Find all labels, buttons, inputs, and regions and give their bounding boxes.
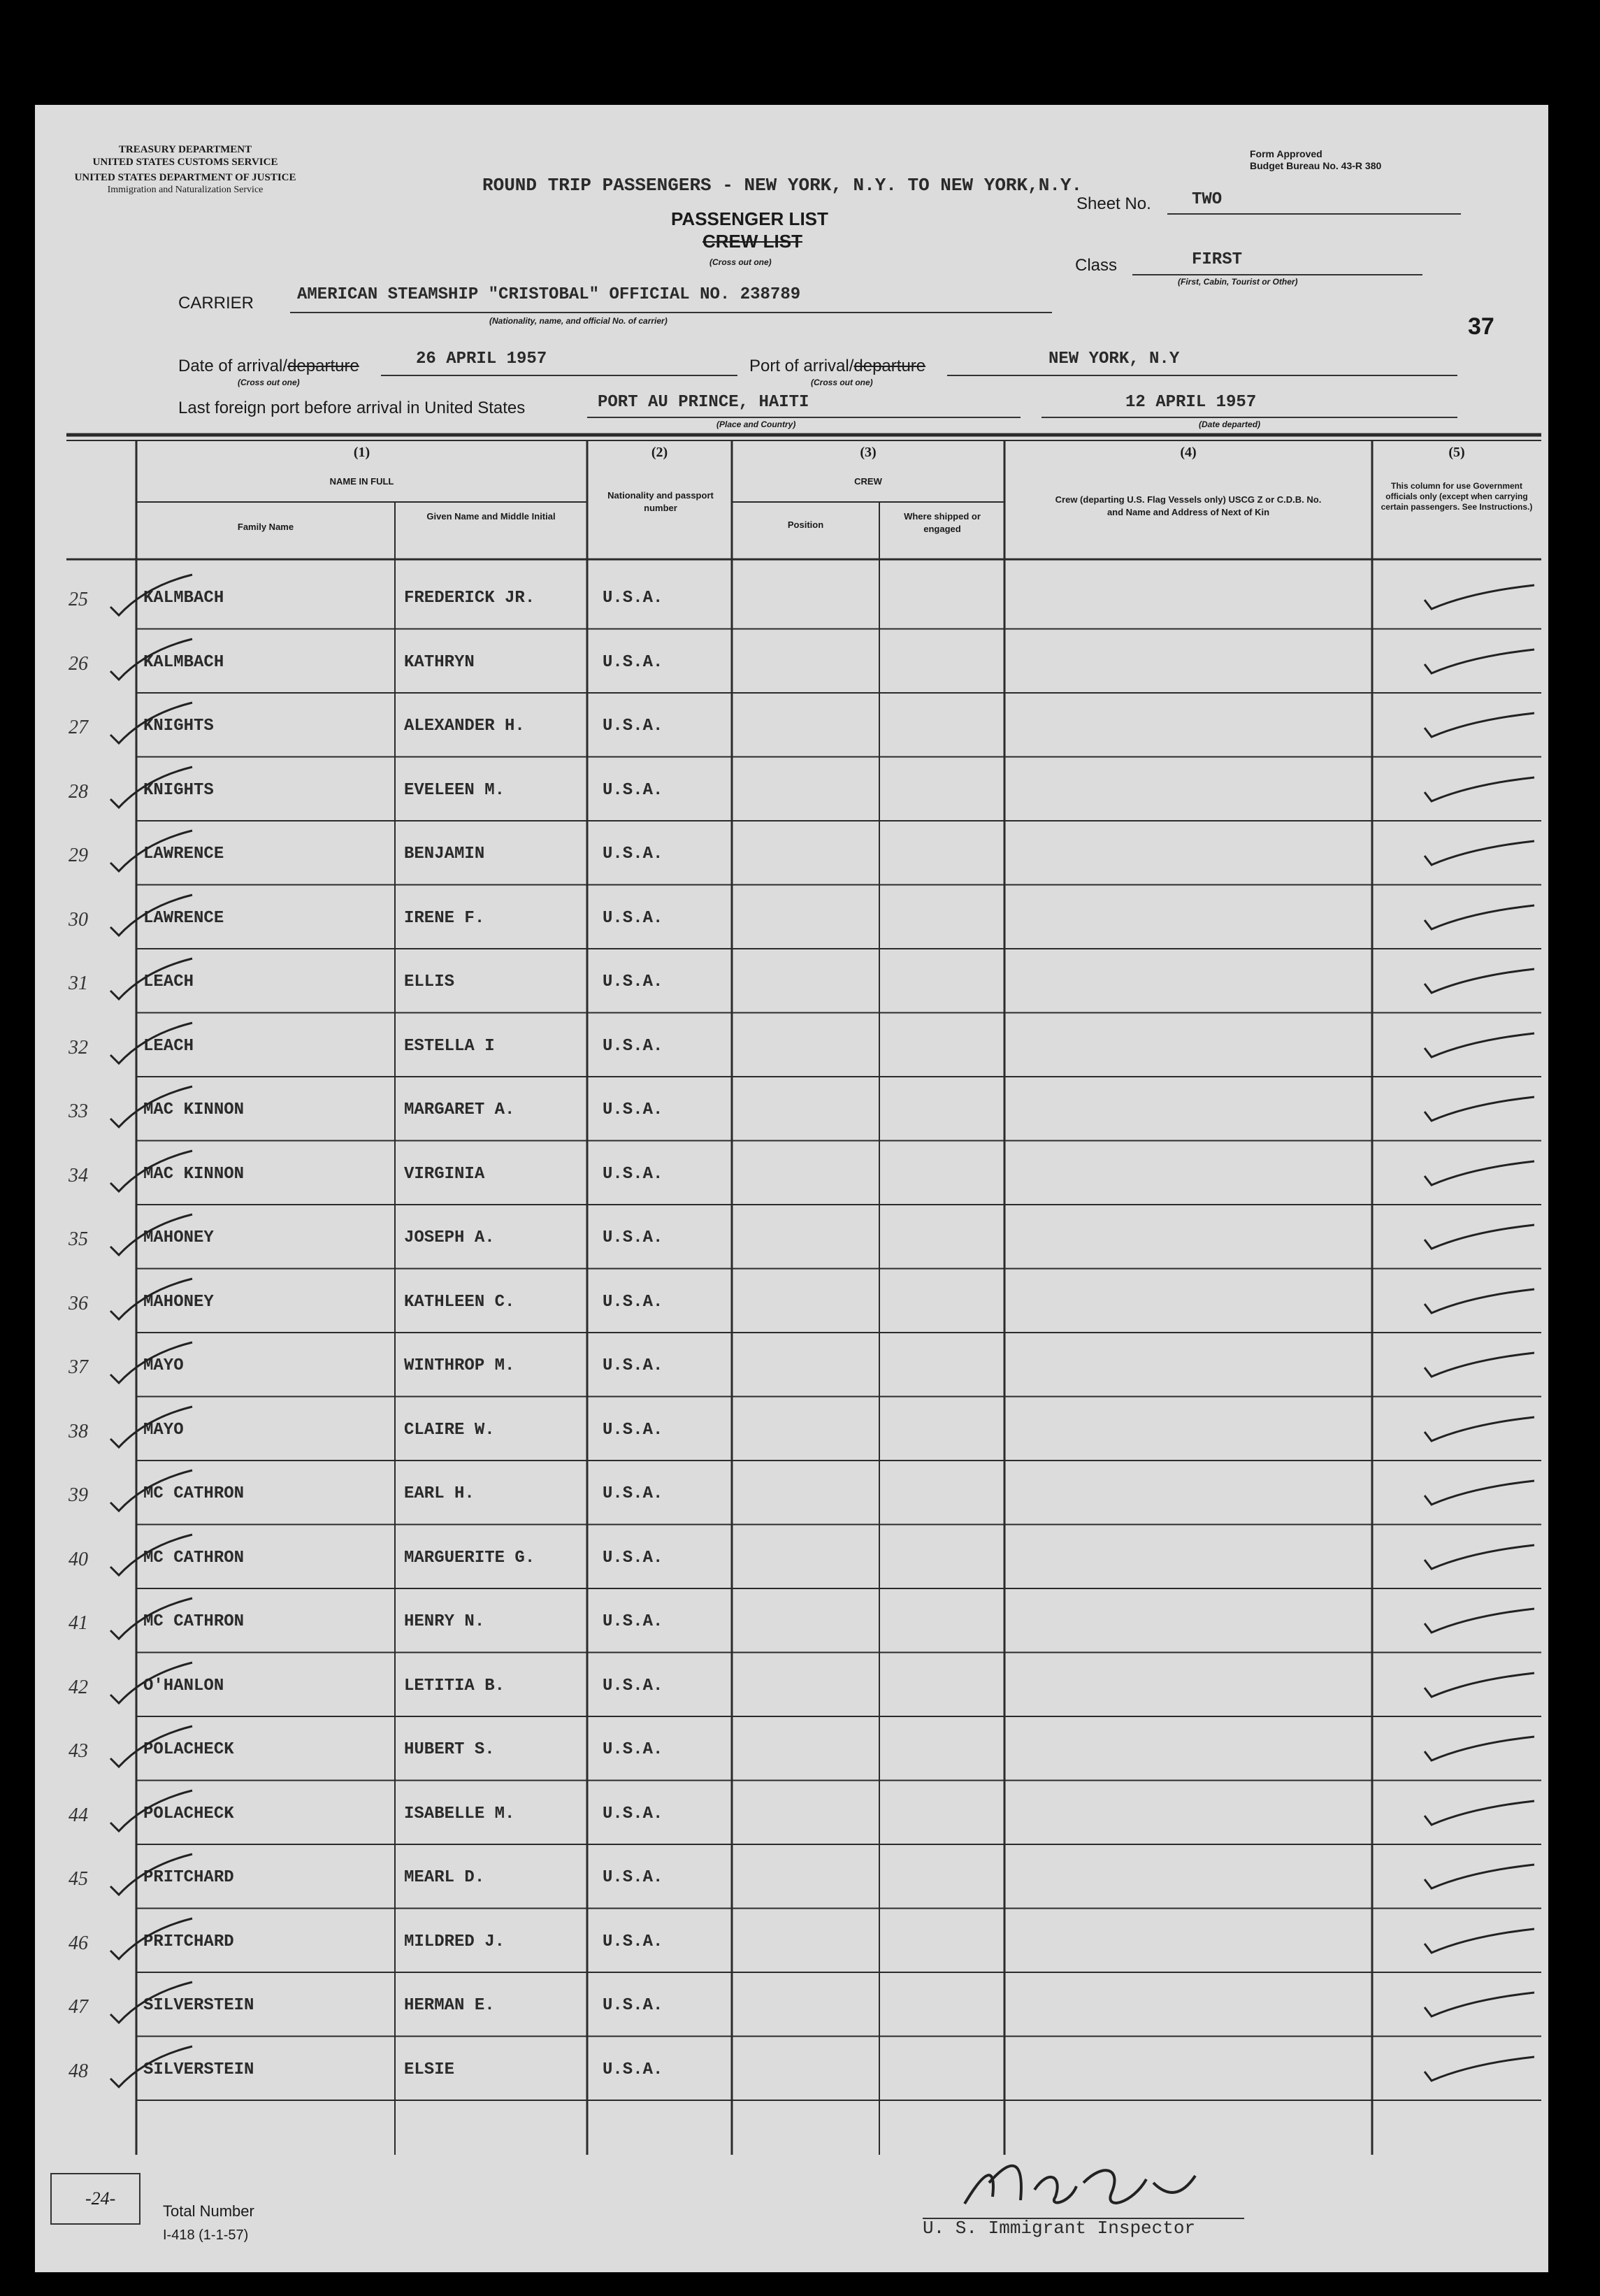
nationality: U.S.A. xyxy=(603,2060,663,2079)
crew-list-title: CREW LIST xyxy=(702,231,802,252)
family-name: MAHONEY xyxy=(143,1228,214,1247)
nationality: U.S.A. xyxy=(603,908,663,928)
crew-header: CREW xyxy=(854,476,882,487)
family-name: MAYO xyxy=(143,1420,184,1440)
passenger-list-title: PASSENGER LIST xyxy=(671,208,828,229)
nationality: U.S.A. xyxy=(603,1548,663,1567)
last-port-note: (Place and Country) xyxy=(716,419,796,429)
nationality: U.S.A. xyxy=(603,1676,663,1695)
official-check-mark-icon xyxy=(1419,2047,1538,2089)
check-mark-icon xyxy=(105,636,196,685)
class-value: FIRST xyxy=(1192,250,1243,269)
agency-line-4: Immigration and Naturalization Service xyxy=(107,185,264,195)
official-check-mark-icon xyxy=(1419,1407,1538,1449)
family-name: KALMBACH xyxy=(143,589,224,608)
last-port-label: Last foreign port before arrival in United States xyxy=(178,399,526,417)
shipped-header: Where shipped or engaged xyxy=(904,511,981,534)
line-number: 33 xyxy=(69,1100,88,1122)
check-mark-icon xyxy=(105,2044,196,2093)
given-name: MILDRED J. xyxy=(404,1932,505,1951)
line-number: 34 xyxy=(69,1164,88,1186)
given-name: ELSIE xyxy=(404,2060,455,2079)
family-name: MAYO xyxy=(143,1356,184,1375)
line-number: 39 xyxy=(69,1484,88,1506)
official-check-mark-icon xyxy=(1419,1279,1538,1321)
check-mark-icon xyxy=(105,700,196,749)
col-1-title: NAME IN FULL xyxy=(329,476,394,487)
officials-header: This column for use Government officials only (except when carrying certain passengers. See Instructions.) xyxy=(1381,481,1533,512)
given-name: BENJAMIN xyxy=(404,845,485,863)
given-name: EVELEEN M. xyxy=(404,780,505,800)
line-number: 27 xyxy=(69,717,88,738)
agency-line-1: TREASURY DEPARTMENT xyxy=(118,144,252,155)
check-mark-icon xyxy=(105,764,196,813)
official-check-mark-icon xyxy=(1419,575,1538,617)
family-name: POLACHECK xyxy=(143,1804,234,1823)
family-name: LEACH xyxy=(143,1036,194,1056)
line-number: 35 xyxy=(69,1228,88,1250)
position-header: Position xyxy=(787,519,824,530)
official-check-mark-icon xyxy=(1419,1791,1538,1833)
nationality: U.S.A. xyxy=(603,589,663,608)
given-name: ESTELLA I xyxy=(404,1036,495,1056)
col-2-number: (2) xyxy=(651,445,668,460)
check-mark-icon xyxy=(105,1851,196,1900)
agency-line-3: UNITED STATES DEPARTMENT OF JUSTICE xyxy=(74,172,296,183)
official-check-mark-icon xyxy=(1419,1919,1538,1961)
family-name: MAC KINNON xyxy=(143,1164,245,1184)
official-check-mark-icon xyxy=(1419,1151,1538,1193)
line-number: 43 xyxy=(69,1740,88,1762)
sheet-label: Sheet No. xyxy=(1076,194,1151,213)
nationality: U.S.A. xyxy=(603,652,663,672)
inspector-label: U. S. Immigrant Inspector xyxy=(923,2218,1196,2239)
official-check-mark-icon xyxy=(1419,1024,1538,1066)
given-name: HERMAN E. xyxy=(404,1996,495,2015)
check-mark-icon xyxy=(105,956,196,1005)
line-number: 45 xyxy=(69,1868,88,1890)
nationality: U.S.A. xyxy=(603,1932,663,1951)
check-mark-icon xyxy=(105,1595,196,1644)
official-check-mark-icon xyxy=(1419,959,1538,1001)
given-name: KATHLEEN C. xyxy=(404,1292,515,1312)
carrier-value: AMERICAN STEAMSHIP "CRISTOBAL" OFFICIAL NO. 238789 xyxy=(297,285,801,304)
line-number: 40 xyxy=(69,1548,88,1570)
given-name: IRENE F. xyxy=(404,908,485,928)
family-name: LAWRENCE xyxy=(143,908,224,928)
check-mark-icon xyxy=(105,892,196,941)
nationality-header: Nationality and passport number xyxy=(607,490,714,513)
line-number: 25 xyxy=(69,589,88,610)
line-number: 46 xyxy=(69,1932,88,1954)
given-name-header: Given Name and Middle Initial xyxy=(426,511,556,522)
check-mark-icon xyxy=(105,1916,196,1965)
last-port-value: PORT AU PRINCE, HAITI xyxy=(598,393,809,412)
official-check-mark-icon xyxy=(1419,1087,1538,1129)
list-title-note: (Cross out one) xyxy=(709,257,772,267)
line-number: 30 xyxy=(69,908,88,931)
agency-line-2: UNITED STATES CUSTOMS SERVICE xyxy=(92,157,278,168)
given-name: MEARL D. xyxy=(404,1868,485,1887)
class-label: Class xyxy=(1075,256,1118,275)
carrier-label: CARRIER xyxy=(178,294,254,313)
date-departed-note: (Date departed) xyxy=(1199,419,1261,429)
nationality: U.S.A. xyxy=(603,1292,663,1312)
nationality: U.S.A. xyxy=(603,1868,663,1887)
check-mark-icon xyxy=(105,1468,196,1516)
official-check-mark-icon xyxy=(1419,1471,1538,1513)
date-arrival-label: Date of arrival/departure xyxy=(178,357,359,375)
official-check-mark-icon xyxy=(1419,896,1538,938)
official-check-mark-icon xyxy=(1419,1663,1538,1705)
carrier-note: (Nationality, name, and official No. of carrier) xyxy=(489,316,668,326)
line-number: 38 xyxy=(69,1420,88,1442)
nationality: U.S.A. xyxy=(603,1740,663,1759)
line-number: 26 xyxy=(69,652,88,675)
total-box xyxy=(50,2173,140,2225)
official-check-mark-icon xyxy=(1419,1215,1538,1257)
official-check-mark-icon xyxy=(1419,1343,1538,1385)
line-number: 42 xyxy=(69,1676,88,1698)
check-mark-icon xyxy=(105,1276,196,1325)
family-name-header: Family Name xyxy=(237,522,294,532)
family-name: SILVERSTEIN xyxy=(143,2060,254,2079)
official-check-mark-icon xyxy=(1419,1535,1538,1577)
port-arrival-label: Port of arrival/departure xyxy=(749,357,926,375)
total-label: Total Number xyxy=(163,2202,254,2220)
check-mark-icon xyxy=(105,1532,196,1581)
line-number: 48 xyxy=(69,2060,88,2082)
col-3-number: (3) xyxy=(860,445,877,460)
check-mark-icon xyxy=(105,1404,196,1453)
official-check-mark-icon xyxy=(1419,640,1538,682)
col-1-number: (1) xyxy=(353,445,370,460)
given-name: ISABELLE M. xyxy=(404,1804,515,1823)
date-arrival-note: (Cross out one) xyxy=(238,378,300,387)
family-name: O'HANLON xyxy=(143,1676,224,1695)
nationality: U.S.A. xyxy=(603,1100,663,1119)
line-number: 47 xyxy=(69,1996,88,2018)
line-number: 32 xyxy=(69,1036,88,1059)
nationality: U.S.A. xyxy=(603,717,663,736)
check-mark-icon xyxy=(105,1340,196,1389)
total-value: -24- xyxy=(85,2188,116,2209)
given-name: KATHRYN xyxy=(404,652,475,672)
line-number: 28 xyxy=(69,780,88,803)
given-name: EARL H. xyxy=(404,1484,475,1503)
nationality: U.S.A. xyxy=(603,780,663,800)
inspector-signature xyxy=(958,2155,1209,2218)
line-number: 41 xyxy=(69,1612,88,1634)
given-name: JOSEPH A. xyxy=(404,1228,495,1247)
official-check-mark-icon xyxy=(1419,831,1538,873)
class-note: (First, Cabin, Tourist or Other) xyxy=(1178,277,1298,287)
given-name: VIRGINIA xyxy=(404,1164,485,1184)
crew-info-header: Crew (departing U.S. Flag Vessels only) USCG Z or C.D.B. No. and Name and Address of Next of Kin xyxy=(1055,494,1322,517)
family-name: KNIGHTS xyxy=(143,717,214,736)
check-mark-icon xyxy=(105,1723,196,1772)
official-check-mark-icon xyxy=(1419,768,1538,810)
line-number: 44 xyxy=(69,1804,88,1826)
family-name: POLACHECK xyxy=(143,1740,234,1759)
family-name: LEACH xyxy=(143,973,194,991)
nationality: U.S.A. xyxy=(603,1164,663,1184)
nationality: U.S.A. xyxy=(603,845,663,863)
check-mark-icon xyxy=(105,828,196,877)
form-approved-line-1: Form Approved xyxy=(1250,148,1322,159)
family-name: MC CATHRON xyxy=(143,1548,245,1567)
family-name: PRITCHARD xyxy=(143,1868,234,1887)
official-check-mark-icon xyxy=(1419,1983,1538,2025)
page-number: 37 xyxy=(1468,313,1494,340)
given-name: MARGUERITE G. xyxy=(404,1548,535,1567)
check-mark-icon xyxy=(105,1212,196,1261)
given-name: LETITIA B. xyxy=(404,1676,505,1695)
port-arrival-note: (Cross out one) xyxy=(811,378,873,387)
given-name: MARGARET A. xyxy=(404,1100,515,1119)
form-approved-line-2: Budget Bureau No. 43-R 380 xyxy=(1250,160,1382,171)
sheet-value: TWO xyxy=(1192,190,1223,209)
nationality: U.S.A. xyxy=(603,1228,663,1247)
nationality: U.S.A. xyxy=(603,973,663,991)
given-name: ALEXANDER H. xyxy=(404,717,525,736)
line-number: 29 xyxy=(69,845,88,866)
family-name: KALMBACH xyxy=(143,652,224,672)
given-name: FREDERICK JR. xyxy=(404,589,535,608)
line-number: 36 xyxy=(69,1292,88,1314)
check-mark-icon xyxy=(105,1148,196,1197)
family-name: KNIGHTS xyxy=(143,780,214,800)
family-name: MAC KINNON xyxy=(143,1100,245,1119)
col-4-number: (4) xyxy=(1180,445,1197,460)
nationality: U.S.A. xyxy=(603,1612,663,1631)
nationality: U.S.A. xyxy=(603,1996,663,2015)
official-check-mark-icon xyxy=(1419,1599,1538,1641)
check-mark-icon xyxy=(105,1020,196,1069)
line-number: 37 xyxy=(69,1356,88,1378)
nationality: U.S.A. xyxy=(603,1420,663,1440)
port-arrival-value: NEW YORK, N.Y xyxy=(1048,350,1180,368)
date-departed-value: 12 APRIL 1957 xyxy=(1125,393,1257,412)
check-mark-icon xyxy=(105,1084,196,1133)
official-check-mark-icon xyxy=(1419,1727,1538,1769)
family-name: MC CATHRON xyxy=(143,1612,245,1631)
nationality: U.S.A. xyxy=(603,1484,663,1503)
voyage-title: ROUND TRIP PASSENGERS - NEW YORK, N.Y. TO NEW YORK,N.Y. xyxy=(482,175,1083,196)
family-name: PRITCHARD xyxy=(143,1932,234,1951)
given-name: WINTHROP M. xyxy=(404,1356,515,1375)
given-name: CLAIRE W. xyxy=(404,1420,495,1440)
col-5-number: (5) xyxy=(1448,445,1465,460)
check-mark-icon xyxy=(105,1979,196,2028)
nationality: U.S.A. xyxy=(603,1804,663,1823)
nationality: U.S.A. xyxy=(603,1356,663,1375)
check-mark-icon xyxy=(105,1660,196,1709)
given-name: HENRY N. xyxy=(404,1612,485,1631)
check-mark-icon xyxy=(105,572,196,621)
given-name: HUBERT S. xyxy=(404,1740,495,1759)
date-arrival-value: 26 APRIL 1957 xyxy=(416,350,547,368)
family-name: LAWRENCE xyxy=(143,845,224,863)
family-name: MC CATHRON xyxy=(143,1484,245,1503)
official-check-mark-icon xyxy=(1419,703,1538,745)
official-check-mark-icon xyxy=(1419,1855,1538,1897)
form-number: I-418 (1-1-57) xyxy=(163,2227,249,2243)
nationality: U.S.A. xyxy=(603,1036,663,1056)
given-name: ELLIS xyxy=(404,973,455,991)
family-name: SILVERSTEIN xyxy=(143,1996,254,2015)
line-number: 31 xyxy=(69,973,88,994)
family-name: MAHONEY xyxy=(143,1292,214,1312)
check-mark-icon xyxy=(105,1788,196,1837)
